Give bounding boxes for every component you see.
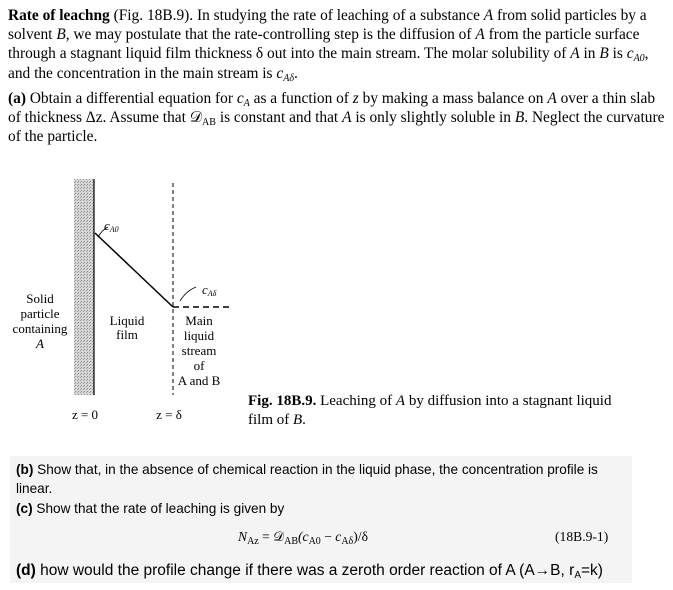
part-a (8, 89, 668, 147)
minus-sign: − (324, 529, 332, 544)
equals-sign: = (262, 529, 270, 544)
c-ad-subscript: Aδ (341, 536, 354, 547)
diffusivity-subscript: AB (284, 536, 298, 547)
leaching-figure (0, 175, 250, 435)
caption-label: Fig. 18B.9. (248, 393, 317, 409)
part-a-text: is only slightly soluble in (355, 109, 511, 127)
stream-label-line-1: Main (185, 313, 213, 328)
part-b-label: (b) (16, 462, 34, 477)
part-a-text: Obtain a differential equation for (29, 90, 233, 107)
film-label-line-2: film (116, 327, 138, 342)
symbol-a: A (475, 26, 485, 44)
stream-label-line-5: A and B (177, 373, 221, 388)
symbol-a: A (570, 45, 580, 63)
diffusivity-symbol: 𝒟 (273, 529, 285, 544)
intro-text: , we may postulate that the rate-controlling step is the diffusion of (65, 26, 472, 44)
part-a-text: . Neglect the curvature of the particle. (8, 109, 665, 146)
part-a-text: as a function of (253, 90, 349, 107)
stream-label-line-3: stream (181, 343, 217, 358)
stream-label-line-4: of (193, 358, 205, 373)
symbol-a: A (395, 393, 406, 409)
solid-label-line-3: containing (12, 321, 68, 336)
caption-text: . (302, 412, 306, 428)
c-ad-label: cAδ (202, 282, 217, 298)
part-c-label: (c) (16, 501, 33, 516)
solid-particle-surface (74, 179, 94, 395)
symbol-b: B (56, 26, 66, 44)
intro-text: In studying the rate of leaching of a substance (196, 7, 480, 24)
stream-label-line-2: liquid (183, 328, 215, 343)
symbol-b: B (514, 109, 525, 127)
part-c (16, 500, 616, 518)
flux-subscript: Az (247, 536, 259, 547)
leaching-rate-equation (238, 529, 368, 545)
symbol-b: B (599, 45, 609, 63)
c-a0-label: cA0 (104, 218, 119, 234)
solid-label-line-2: particle (20, 306, 60, 321)
symbol-z: z (352, 90, 359, 107)
part-d-text: how would the profile change if there was a zeroth order reaction of A (A→B, (40, 562, 565, 579)
problem-intro: Rate of leachng (Fig. 18B.9). In studying the rate of leaching of a substance A from solid particles by a solvent B, we may postulate that the rate-controlling step is the diffusion of A from the particle surface through a stagnant liquid film thickness δ out into the main stream. The molar solubility of A in B is $c_{A0}$, and the concentration in the main stream is $c_{A\delta}$. (8, 7, 649, 84)
part-b (16, 461, 616, 498)
concentration-profile (95, 233, 173, 307)
z-delta-label: z = δ (156, 407, 182, 422)
problem-title: Rate of leachng (8, 7, 110, 24)
intro-text: is (612, 45, 623, 63)
divide-by-delta: )/δ (353, 529, 368, 544)
figure-reference: (Fig. 18B.9). (113, 7, 194, 24)
caption-text: Leaching of (320, 393, 393, 409)
c-a-symbol: $c_A$ (236, 90, 250, 109)
diffusivity-symbol: 𝒟$_{AB}$ (189, 109, 216, 129)
part-a-text: by making a mass balance on (362, 90, 544, 107)
symbol-a: A (342, 109, 352, 127)
c-a0-subscript: A0 (308, 536, 321, 547)
rate-value: =k) (580, 562, 603, 579)
solid-label-line-4: A (36, 336, 44, 351)
c-ad-symbol: $c_{A\delta}$ (276, 64, 295, 84)
c-a0-symbol: $c_{A0}$ (626, 45, 645, 65)
flux-symbol: N (238, 529, 248, 544)
film-label-line-1: Liquid (109, 313, 145, 328)
rate-symbol: r (569, 562, 575, 579)
symbol-a: A (547, 90, 557, 107)
part-c-text: Show that the rate of leaching is given by (36, 501, 285, 516)
c-a0-term: (c (298, 529, 309, 544)
equation-number: (18B.9-1) (555, 529, 609, 544)
part-a-text: over a thin slab of thickness Δz. Assume that (8, 90, 656, 127)
part-a-label: (a) (8, 90, 26, 107)
caption-text: by diffusion into a stagnant liquid film of (248, 393, 612, 428)
part-a-text: is constant and that (219, 109, 339, 127)
intro-text: from the particle surface through a stagnant liquid film thickness δ out into the main stream. The molar solubility of (8, 26, 640, 63)
intro-text: , and the concentration in the main stream is (8, 45, 649, 82)
c-ad-term: c (335, 529, 342, 544)
part-d (16, 562, 656, 580)
c-ad-pointer (180, 287, 196, 301)
part-b-text: Show that, in the absence of chemical reaction in the liquid phase, the concentration profile is linear. (16, 462, 598, 496)
symbol-a: A (483, 7, 494, 24)
intro-text: from solid particles by a solvent (8, 7, 647, 44)
rate-subscript: A (574, 570, 581, 581)
symbol-b: B (293, 412, 303, 428)
figure-caption (248, 392, 628, 430)
solid-label-line-1: Solid (26, 291, 54, 306)
z-zero-label: z = 0 (71, 407, 99, 422)
part-d-label: (d) (16, 562, 36, 579)
